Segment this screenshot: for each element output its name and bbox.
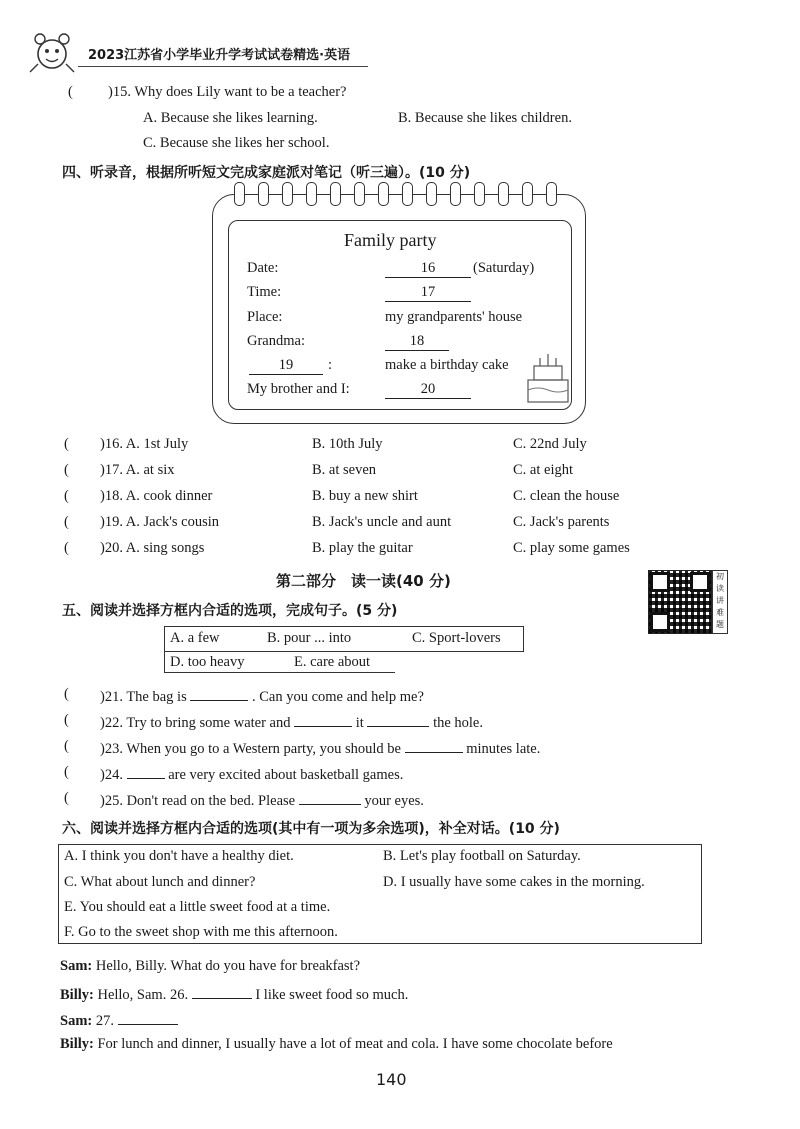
q24-paren: ( (64, 764, 69, 780)
q20-paren: ( (64, 540, 69, 556)
ring-icon (402, 182, 413, 206)
dialogue-option-e: E. You should eat a little sweet food at a time. (64, 899, 331, 915)
page-number: 140 (376, 1070, 407, 1089)
ring-icon (426, 182, 437, 206)
q23-row (100, 738, 540, 758)
card-label-grandma: Grandma: (247, 333, 305, 349)
speaker-sam: Sam: (60, 958, 93, 974)
ring-icon (546, 182, 557, 206)
ring-icon (498, 182, 509, 206)
q24-text-end: are very excited about basketball games. (168, 767, 404, 783)
q21-blank[interactable] (190, 686, 248, 701)
card-label-time: Time: (247, 284, 282, 300)
q17-option-b: B. at seven (312, 462, 377, 478)
card-value-date: (Saturday) (473, 260, 535, 276)
q21-text: )21. The bag is (100, 689, 187, 705)
ring-icon (354, 182, 365, 206)
q25-text: )25. Don't read on the bed. Please (100, 793, 296, 809)
q18-paren: ( (64, 488, 69, 504)
option-e: E. care about (294, 654, 371, 670)
speaker-billy: Billy: (60, 987, 94, 1003)
blank-19: 19 (249, 357, 323, 375)
dialogue-option-b: B. Let's play football on Saturday. (383, 848, 581, 864)
dialogue-option-f: F. Go to the sweet shop with me this afternoon. (64, 924, 338, 940)
dialogue-option-a: A. I think you don't have a healthy diet. (64, 848, 294, 864)
q16-option-c: C. 22nd July (513, 436, 587, 452)
q23-paren: ( (64, 738, 69, 754)
section5-title: 五、阅读并选择方框内合适的选项，完成句子。(5 分) (62, 603, 398, 619)
dialogue-option-d: D. I usually have some cakes in the morning. (383, 874, 645, 890)
q19-option-b: B. Jack's uncle and aunt (312, 514, 452, 530)
q16-option-a: )16. A. 1st July (100, 436, 189, 452)
card-value-cake: make a birthday cake (385, 357, 509, 373)
alarm-clock-cartoon-icon (22, 30, 80, 74)
header-rule (78, 66, 368, 67)
section6-title: 六、阅读并选择方框内合适的选项(其中有一项为多余选项)，补全对话。(10 分) (62, 821, 560, 837)
q15-paren: ( (68, 84, 73, 100)
q22-blank-2[interactable] (367, 712, 429, 727)
card-value-place: my grandparents' house (385, 309, 523, 325)
card-label-place: Place: (247, 309, 283, 325)
option-b: B. pour ... into (267, 630, 352, 646)
card-label-colon: : (328, 357, 333, 373)
line-text: Hello, Billy. What do you have for breakfast? (95, 958, 361, 974)
dialogue-option-c: C. What about lunch and dinner? (64, 874, 256, 890)
q20-option-a: )20. A. sing songs (100, 540, 205, 556)
blank-16: 16 (385, 260, 471, 278)
ring-icon (522, 182, 533, 206)
q15-question: )15. Why does Lily want to be a teacher? (108, 84, 347, 100)
qr-finder (690, 572, 710, 592)
q18-option-c: C. clean the house (513, 488, 620, 504)
q25-row (100, 790, 424, 810)
q24-blank[interactable] (127, 764, 165, 779)
ring-icon (234, 182, 245, 206)
q15-option-c: C. Because she likes her school. (143, 135, 330, 151)
line-text: 27. (95, 1013, 114, 1029)
qr-finder (650, 572, 670, 592)
q22-row (100, 712, 483, 732)
q23-blank[interactable] (405, 738, 463, 753)
ring-icon (306, 182, 317, 206)
q21-row (100, 686, 424, 706)
dialogue-line-4 (60, 1036, 613, 1053)
dialogue-line-1 (60, 958, 360, 975)
header-title: 2023江苏省小学毕业升学考试试卷精选·英语 (88, 48, 351, 63)
ring-icon (258, 182, 269, 206)
option-d: D. too heavy (170, 654, 245, 670)
q21-text-end: . Can you come and help me? (251, 689, 424, 705)
ring-icon (450, 182, 461, 206)
q15-option-b: B. Because she likes children. (398, 110, 572, 126)
q24-row (100, 764, 403, 784)
blank-17: 17 (385, 284, 471, 302)
ring-icon (474, 182, 485, 206)
blank-20: 20 (385, 381, 471, 399)
q24-text: )24. (100, 767, 123, 783)
q26-blank[interactable] (192, 984, 252, 999)
q22-text-end: the hole. (433, 715, 483, 731)
ring-icon (378, 182, 389, 206)
card-label-date: Date: (247, 260, 279, 276)
q22-paren: ( (64, 712, 69, 728)
q17-paren: ( (64, 462, 69, 478)
qr-finder (650, 612, 670, 632)
speaker-billy: Billy: (60, 1036, 94, 1052)
q21-paren: ( (64, 686, 69, 702)
q19-option-c: C. Jack's parents (513, 514, 610, 530)
dialogue-line-2 (60, 984, 408, 1004)
card-label-brother: My brother and I: (247, 381, 350, 397)
blank-18: 18 (385, 333, 449, 351)
q19-paren: ( (64, 514, 69, 530)
card-title: Family party (344, 230, 437, 250)
q20-option-b: B. play the guitar (312, 540, 413, 556)
q19-option-a: )19. A. Jack's cousin (100, 514, 220, 530)
q20-option-c: C. play some games (513, 540, 630, 556)
q17-option-c: C. at eight (513, 462, 574, 478)
ring-icon (282, 182, 293, 206)
qr-caption: 初读讲难题 (712, 570, 728, 634)
q17-option-a: )17. A. at six (100, 462, 175, 478)
line-text-end: I like sweet food so much. (255, 987, 409, 1003)
line-text: Hello, Sam. 26. (97, 987, 189, 1003)
q15-option-a: A. Because she likes learning. (143, 110, 318, 126)
q25-text-end: your eyes. (364, 793, 424, 809)
q16-option-b: B. 10th July (312, 436, 383, 452)
part2-title: 第二部分 读一读(40 分) (276, 572, 451, 590)
q27-blank[interactable] (118, 1010, 178, 1025)
q23-text-end: minutes late. (466, 741, 541, 757)
section4-title: 四、听录音，根据所听短文完成家庭派对笔记（听三遍）。(10 分) (62, 165, 471, 181)
q18-option-b: B. buy a new shirt (312, 488, 418, 504)
line-text: For lunch and dinner, I usually have a lot of meat and cola. I have some chocolate before (97, 1036, 613, 1052)
q18-option-a: )18. A. cook dinner (100, 488, 213, 504)
q25-blank[interactable] (299, 790, 361, 805)
birthday-cake-icon (520, 346, 576, 408)
q25-paren: ( (64, 790, 69, 806)
speaker-sam: Sam: (60, 1013, 93, 1029)
dialogue-line-3 (60, 1010, 178, 1030)
option-a: A. a few (170, 630, 220, 646)
q22-text-mid: it (355, 715, 364, 731)
ring-icon (330, 182, 341, 206)
q22-text: )22. Try to bring some water and (100, 715, 291, 731)
q23-text: )23. When you go to a Western party, you should be (100, 741, 401, 757)
q22-blank-1[interactable] (294, 712, 352, 727)
option-c: C. Sport-lovers (412, 630, 501, 646)
q16-paren: ( (64, 436, 69, 452)
